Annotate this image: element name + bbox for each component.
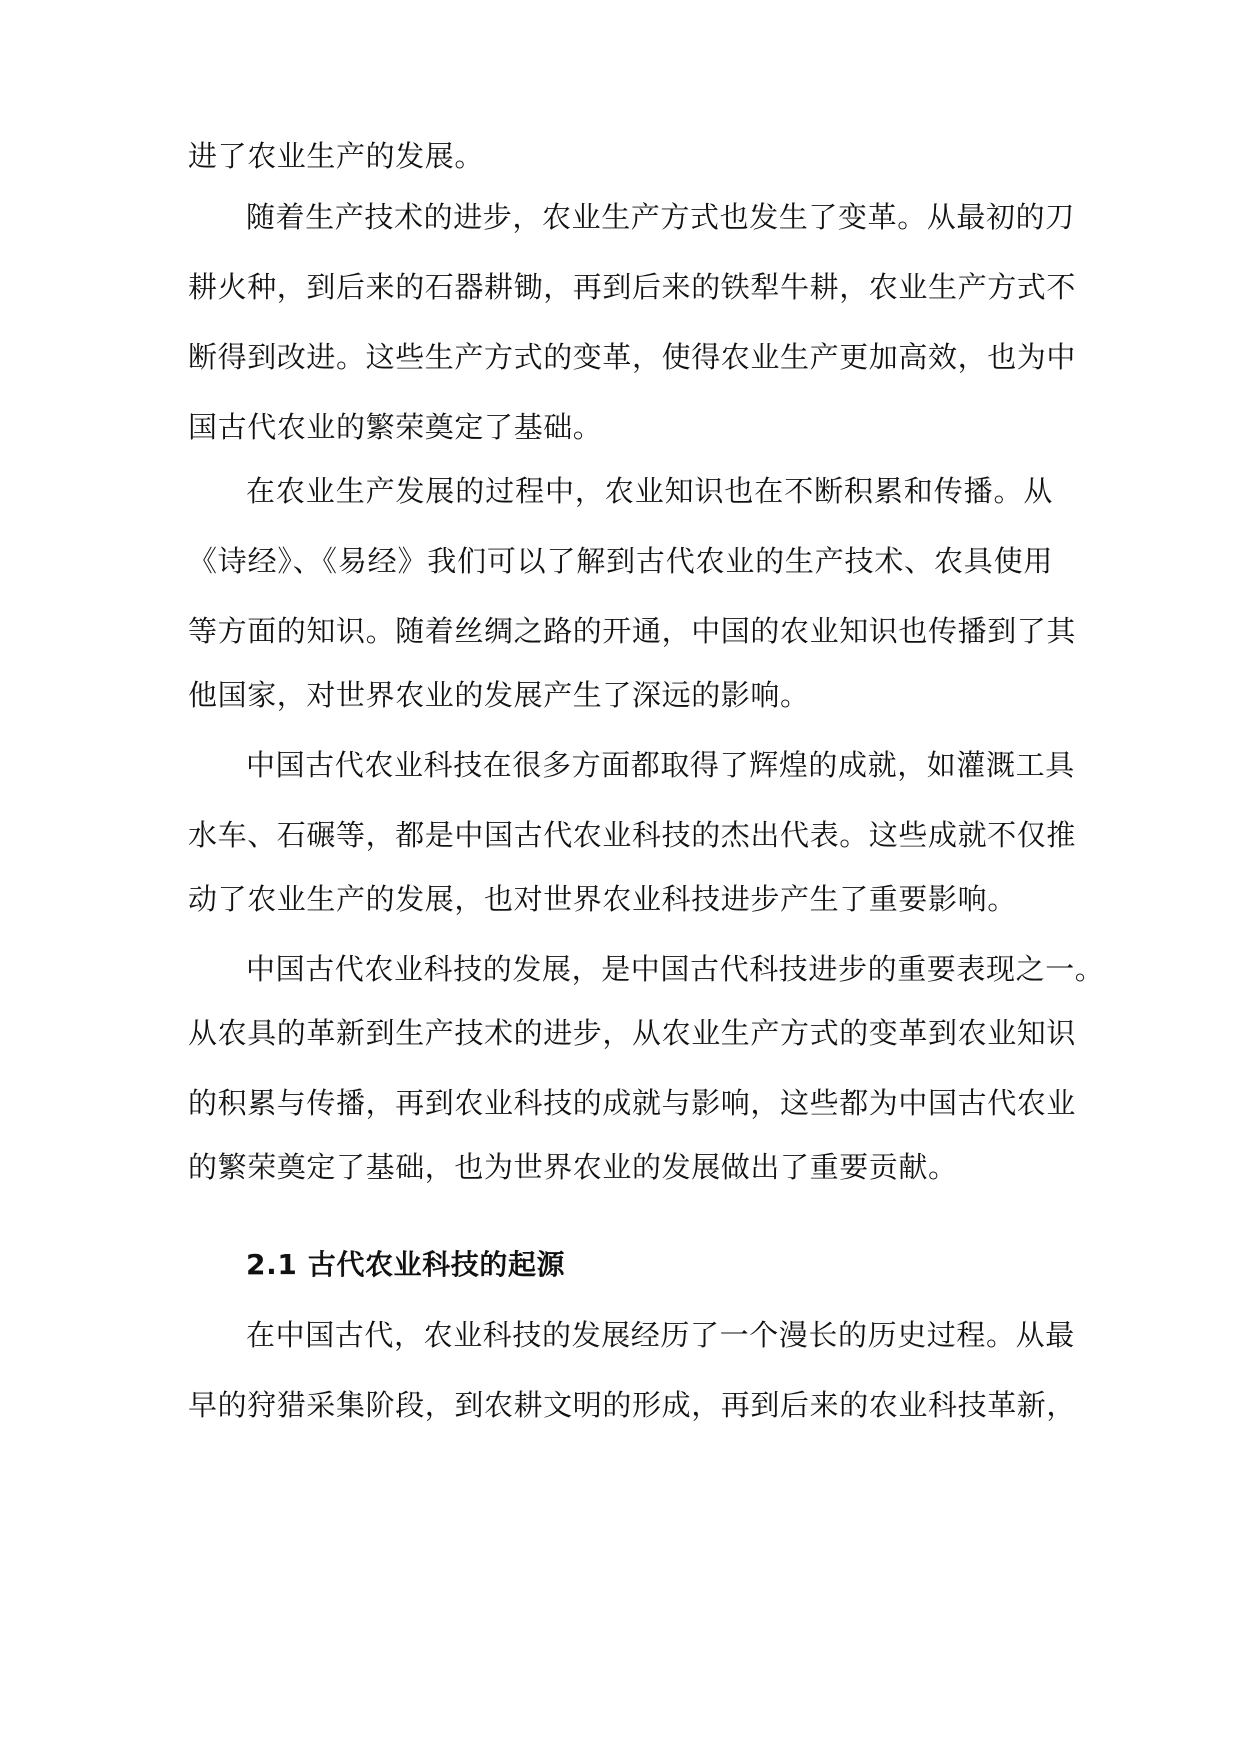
text-line: 从农具的革新到生产技术的进步，从农业生产方式的变革到农业知识: [188, 1016, 1077, 1050]
text-line: 的繁荣奠定了基础，也为世界农业的发展做出了重要贡献。: [188, 1150, 958, 1184]
text-line: 断得到改进。这些生产方式的变革，使得农业生产更加高效，也为中: [188, 340, 1077, 374]
text-line: 中国古代农业科技的发展，是中国古代科技进步的重要表现之一。: [246, 952, 1105, 986]
text-line: 在中国古代，农业科技的发展经历了一个漫长的历史过程。从最: [246, 1318, 1075, 1352]
text-line: 的积累与传播，再到农业科技的成就与影响，这些都为中国古代农业: [188, 1086, 1077, 1120]
section-heading: 2.1 古代农业科技的起源: [246, 1248, 566, 1281]
text-line: 《诗经》、《易经》我们可以了解到古代农业的生产技术、农具使用: [188, 544, 1053, 578]
text-line: 早的狩猎采集阶段，到农耕文明的形成，再到后来的农业科技革新，: [188, 1388, 1077, 1422]
text-line: 在农业生产发展的过程中，农业知识也在不断积累和传播。从: [246, 474, 1053, 508]
text-line: 随着生产技术的进步，农业生产方式也发生了变革。从最初的刀: [246, 200, 1075, 234]
text-line: 动了农业生产的发展，也对世界农业科技进步产生了重要影响。: [188, 882, 1017, 916]
text-line: 进了农业生产的发展。: [188, 139, 485, 173]
text-line: 中国古代农业科技在很多方面都取得了辉煌的成就，如灌溉工具: [246, 748, 1075, 782]
text-line: 等方面的知识。随着丝绸之路的开通，中国的农业知识也传播到了其: [188, 614, 1077, 648]
text-line: 耕火种，到后来的石器耕锄，再到后来的铁犁牛耕，农业生产方式不: [188, 270, 1077, 304]
document-page: [188, 0, 1105, 1754]
text-line: 水车、石碾等，都是中国古代农业科技的杰出代表。这些成就不仅推: [188, 818, 1077, 852]
text-line: 国古代农业的繁荣奠定了基础。: [188, 410, 603, 444]
text-line: 他国家，对世界农业的发展产生了深远的影响。: [188, 678, 810, 712]
